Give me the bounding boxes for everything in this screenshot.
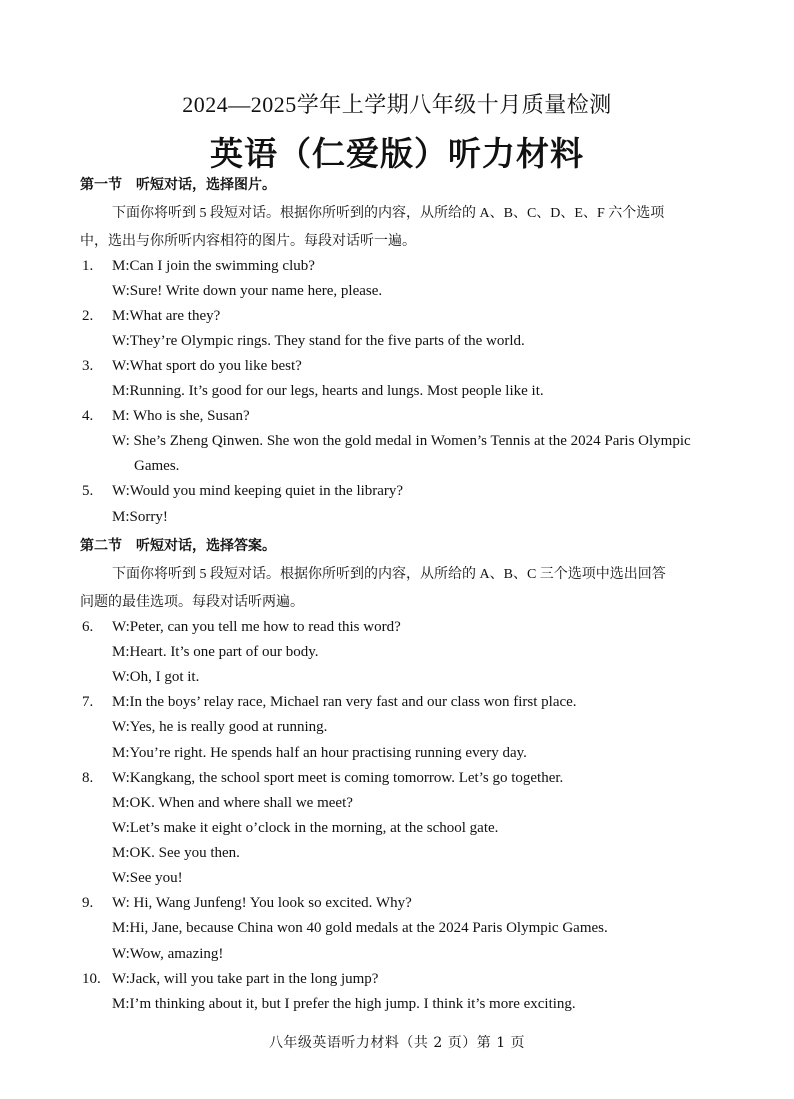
section1-instruction-line1: 下面你将听到 5 段短对话。根据你所听到的内容，从所给的 A、B、C、D、E、F 六个选项 [112, 206, 665, 221]
item-number: 5. [82, 483, 94, 499]
dialogue-line: W:See you! [112, 870, 183, 886]
item-number: 1. [82, 258, 94, 274]
section2-heading: 第二节 听短对话，选择答案。 [80, 538, 276, 554]
section1-instruction-line2: 中，选出与你所听内容相符的图片。每段对话听一遍。 [80, 234, 416, 249]
dialogue-line: M:Hi, Jane, because China won 40 gold medals at the 2024 Paris Olympic Games. [112, 920, 608, 936]
dialogue-line: M:In the boys’ relay race, Michael ran very fast and our class won first place. [112, 694, 577, 710]
dialogue-line-continuation: Games. [134, 458, 180, 474]
dialogue-line: M:OK. When and where shall we meet? [112, 795, 353, 811]
dialogue-line: W:Peter, can you tell me how to read this word? [112, 619, 401, 635]
dialogue-line: M:Running. It’s good for our legs, hearts and lungs. Most people like it. [112, 383, 544, 399]
dialogue-line: W: She’s Zheng Qinwen. She won the gold medal in Women’s Tennis at the 2024 Paris Olympic [112, 433, 691, 449]
dialogue-line: M:Heart. It’s one part of our body. [112, 644, 319, 660]
dialogue-line: W:Let’s make it eight o’clock in the morning, at the school gate. [112, 820, 499, 836]
dialogue-line: W:Wow, amazing! [112, 946, 224, 962]
item-number: 4. [82, 408, 94, 424]
item-number: 3. [82, 358, 94, 374]
document-subtitle: 英语（仁爱版）听力材料 [210, 134, 584, 173]
page-footer: 八年级英语听力材料（共 2 页）第 1 页 [268, 1035, 526, 1051]
item-number: 10. [82, 971, 101, 987]
section2-instruction-line2: 问题的最佳选项。每段对话听两遍。 [80, 595, 304, 610]
item-number: 8. [82, 770, 94, 786]
dialogue-line: M:Sorry! [112, 509, 168, 525]
dialogue-line: W:Would you mind keeping quiet in the library? [112, 483, 404, 499]
dialogue-line: W: Hi, Wang Junfeng! You look so excited. Why? [112, 895, 412, 911]
dialogue-line: M:What are they? [112, 308, 221, 324]
dialogue-line: W:They’re Olympic rings. They stand for the five parts of the world. [112, 333, 525, 349]
dialogue-line: M:You’re right. He spends half an hour practising running every day. [112, 745, 527, 761]
item-number: 7. [82, 694, 94, 710]
item-number: 6. [82, 619, 94, 635]
dialogue-line: W:Kangkang, the school sport meet is coming tomorrow. Let’s go together. [112, 770, 564, 786]
dialogue-line: M: Who is she, Susan? [112, 408, 250, 424]
dialogue-line: W:Oh, I got it. [112, 669, 200, 685]
dialogue-line: M:Can I join the swimming club? [112, 258, 315, 274]
dialogue-line: M:I’m thinking about it, but I prefer the high jump. I think it’s more exciting. [112, 996, 576, 1012]
item-number: 2. [82, 308, 94, 324]
section1-heading: 第一节 听短对话，选择图片。 [80, 177, 276, 193]
exam-title: 2024—2025学年上学期八年级十月质量检测 [182, 92, 612, 117]
dialogue-line: M:OK. See you then. [112, 845, 240, 861]
item-number: 9. [82, 895, 94, 911]
dialogue-line: W:Jack, will you take part in the long jump? [112, 971, 379, 987]
dialogue-line: W:What sport do you like best? [112, 358, 302, 374]
dialogue-line: W:Sure! Write down your name here, please. [112, 283, 383, 299]
section2-instruction-line1: 下面你将听到 5 段短对话。根据你所听到的内容，从所给的 A、B、C 三个选项中选出回答 [112, 567, 666, 582]
dialogue-line: W:Yes, he is really good at running. [112, 719, 328, 735]
